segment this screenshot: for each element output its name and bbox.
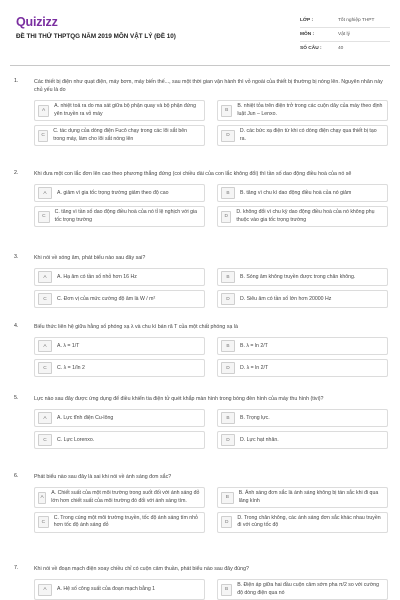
option-letter: D [221, 362, 235, 374]
option-letter: D [221, 516, 232, 528]
option-text: B. tăng vì chu kì dao động điều hoà của nó giảm [240, 189, 352, 196]
option-text: A. Lực tĩnh điện Cu-lông [57, 414, 114, 421]
option-b[interactable] [217, 337, 388, 355]
header-divider [10, 65, 390, 66]
option-letter: A [38, 187, 52, 199]
option-a[interactable] [34, 579, 205, 600]
option-text: B. Điện áp giữa hai đầu cuộn cảm sớm pha π/2 so với cường độ dòng điện qua nó [237, 582, 380, 596]
info-row-question-count [300, 42, 390, 55]
info-label: MÔN : [300, 32, 315, 37]
option-letter: C [38, 211, 50, 223]
question-number: 5. [14, 395, 19, 401]
option-text: B. nhiệt tỏa trên điện trở trong các cuộn dây của máy theo định luật Jun – Lenxo. [237, 103, 383, 117]
option-letter: B [221, 492, 234, 504]
option-a[interactable] [34, 337, 205, 355]
option-letter: B [221, 584, 232, 596]
question-number: 4. [14, 323, 19, 329]
info-value: 40 [338, 46, 344, 51]
option-letter: B [221, 105, 232, 117]
option-c[interactable] [34, 512, 205, 533]
question-7 [14, 565, 388, 600]
option-text: C. λ = 1/ln 2 [57, 364, 85, 371]
info-label: SỐ CÂU : [300, 46, 322, 51]
option-c[interactable] [34, 206, 205, 227]
question-number: 2. [14, 170, 19, 176]
question-5 [14, 395, 388, 449]
option-letter: B [221, 187, 235, 199]
info-label: LỚP : [300, 18, 314, 23]
option-text: A. giảm vì gia tốc trọng trường giảm theo độ cao [57, 189, 169, 196]
option-text: B. Sóng âm không truyền được trong chân không. [240, 273, 356, 280]
question-text: Lực nào sau đây được ứng dụng để điều khiển tia điện tử quét khắp màn hình trong bóng đèn hình của máy thu hình (tivi)? [34, 396, 324, 402]
info-row-subject [300, 28, 390, 42]
options-grid [34, 579, 388, 600]
option-text: D. các bức xạ điện từ khi có dòng điện chạy qua thiết bị tạo ra. [239, 128, 377, 142]
option-letter: D [221, 211, 231, 223]
options-grid [34, 268, 388, 308]
option-text: D. Siêu âm có tần số lớn hơn 20000 Hz [240, 295, 332, 302]
option-c[interactable] [34, 290, 205, 308]
option-letter: C [38, 434, 52, 446]
question-text: Biểu thức liên hệ giữa hằng số phóng xạ λ và chu kì bán rã T của một chất phóng xạ là [34, 324, 238, 330]
option-letter: B [221, 340, 235, 352]
option-letter: A [38, 584, 52, 596]
option-d[interactable] [217, 359, 388, 377]
options-grid [34, 337, 388, 377]
options-grid [34, 409, 388, 449]
question-1 [14, 78, 388, 146]
option-b[interactable] [217, 268, 388, 286]
option-text: A. Hệ số công suất của đoạn mạch bằng 1 [57, 585, 156, 592]
info-value: Vật lý [338, 32, 350, 37]
option-text: C. tác dụng của dòng điện Fucô chạy trong các lõi sắt bên trong máy, làm cho lõi sắt nóng lên [53, 128, 187, 142]
option-text: B. λ = ln 2/T [240, 342, 268, 349]
option-letter: C [38, 516, 49, 528]
option-a[interactable] [34, 409, 205, 427]
option-text: D. Trong chân không, các ánh sáng đơn sắc khác nhau truyền đi với cùng tốc độ [237, 515, 381, 529]
option-letter: A [38, 271, 52, 283]
options-grid [34, 487, 388, 533]
option-text: C. Trong cùng một môi trường truyền, tốc độ ánh sáng tím nhỏ hơn tốc độ ánh sáng đỏ [53, 515, 198, 529]
option-b[interactable] [217, 184, 388, 202]
options-grid [34, 184, 388, 227]
exam-header [0, 0, 400, 68]
option-text: A. λ = 1/T [57, 342, 80, 349]
option-a[interactable] [34, 100, 205, 121]
option-letter: A [38, 340, 52, 352]
option-d[interactable] [217, 290, 388, 308]
exam-title: ĐỀ THI THỬ THPTQG NĂM 2019 MÔN VẬT LÝ (ĐỀ 10) [16, 33, 176, 40]
option-letter: D [221, 130, 235, 142]
question-text: Khi nói về sóng âm, phát biểu nào sau đây sai? [34, 255, 146, 261]
option-b[interactable] [217, 487, 388, 508]
option-a[interactable] [34, 268, 205, 286]
option-text: D. λ = ln 2/T [240, 364, 269, 371]
option-c[interactable] [34, 125, 205, 146]
options-grid [34, 100, 388, 146]
option-text: C. tăng vì tần số dao động điều hoà của nó tỉ lệ nghịch với gia tốc trọng trường [54, 209, 198, 223]
option-text: B. Trọng lực. [240, 414, 270, 421]
option-text: D. Lực hạt nhân. [240, 436, 279, 443]
question-number: 3. [14, 254, 19, 260]
question-text: Khi nói về đoạn mạch điện xoay chiều chỉ có cuộn cảm thuần, phát biểu nào sau đây đúng? [34, 566, 249, 572]
option-b[interactable] [217, 100, 388, 121]
option-c[interactable] [34, 431, 205, 449]
info-row-class [300, 14, 390, 28]
option-letter: A [38, 105, 49, 117]
question-text: Khi đưa một con lắc đơn lên cao theo phương thẳng đứng (coi chiều dài của con lắc không đổi) thì tần số dao động điều hoà của nó sẽ [34, 171, 352, 177]
quizizz-logo: Quizizz [16, 15, 58, 29]
option-text: B. Ánh sáng đơn sắc là ánh sáng không bị tán sắc khi đi qua lăng kính [238, 490, 379, 504]
option-text: A. nhiệt toả ra do ma sát giữa bộ phận quay và bộ phận đứng yên truyền ra vỏ máy [54, 103, 197, 117]
option-letter: B [221, 271, 235, 283]
option-d[interactable] [217, 125, 388, 146]
option-d[interactable] [217, 431, 388, 449]
option-c[interactable] [34, 359, 205, 377]
option-b[interactable] [217, 409, 388, 427]
option-a[interactable] [34, 487, 205, 508]
option-d[interactable] [217, 512, 388, 533]
option-letter: C [38, 130, 48, 142]
option-letter: C [38, 293, 52, 305]
option-a[interactable] [34, 184, 205, 202]
option-letter: A [38, 492, 46, 504]
option-letter: D [221, 293, 235, 305]
question-4 [14, 323, 388, 377]
option-letter: C [38, 362, 52, 374]
question-number: 7. [14, 565, 19, 571]
question-text: Các thiết bị điện như quạt điện, máy bơm, máy biến thế..., sau một thời gian vận hành thì vỏ ngoài của thiết bị thường bị nóng lên. Nguyên nhân này chủ yếu là do [34, 79, 383, 94]
option-text: A. Chiết suất của một môi trường trong suốt đối với ánh sáng đỏ lớn hơn chiết suất của môi trường đó đối với ánh sáng tím. [51, 490, 200, 504]
question-6 [14, 473, 388, 533]
exam-info-panel [300, 14, 390, 55]
option-b[interactable] [217, 579, 388, 600]
option-text: C. Lực Lorenxo. [57, 436, 95, 443]
option-letter: B [221, 412, 235, 424]
option-text: A. Hạ âm có tần số nhỏ hơn 16 Hz [57, 273, 137, 280]
question-text: Phát biểu nào sau đây là sai khi nói về ánh sáng đơn sắc? [34, 474, 172, 480]
option-d[interactable] [217, 206, 388, 227]
option-letter: D [221, 434, 235, 446]
question-3 [14, 254, 388, 308]
question-number: 1. [14, 78, 19, 84]
option-text: C. Đơn vị của mức cường độ âm là W / m² [57, 295, 156, 302]
option-letter: A [38, 412, 52, 424]
info-value: Tốt nghiệp THPT [338, 18, 375, 23]
option-text: D. không đổi vì chu kỳ dao động điều hoà của nó không phụ thuộc vào gia tốc trọng trường [236, 209, 375, 223]
question-number: 6. [14, 473, 19, 479]
question-2 [14, 170, 388, 227]
